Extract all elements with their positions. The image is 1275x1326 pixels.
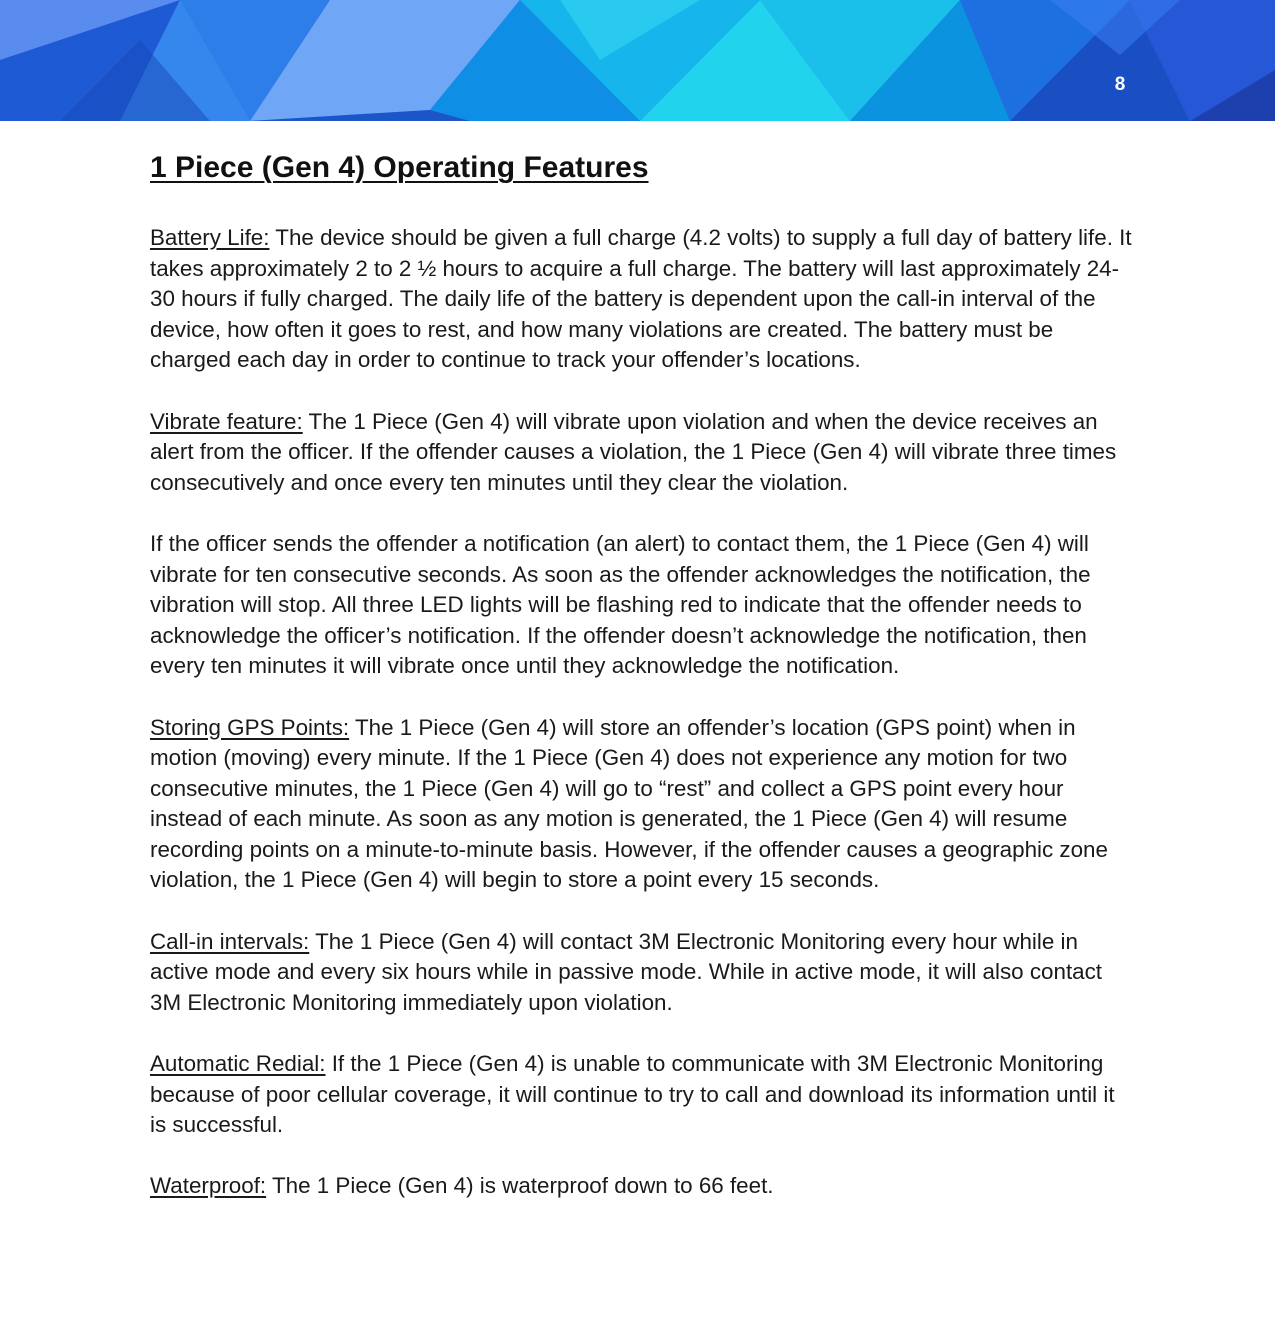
page-number: 8 (1114, 74, 1126, 95)
battery-life-label: Battery Life: (150, 225, 270, 250)
vibrate-feature-label: Vibrate feature: (150, 408, 303, 434)
call-in-label: Call-in intervals: (150, 928, 310, 954)
vibrate-feature-text: The 1 Piece (Gen 4) will vibrate upon violation and when the device receives an alert from the officer. If the offender causes a violation, the 1 Piece (Gen 4) will vibrate three times consecutively and once every ten minutes until they clear the violation. (150, 408, 1117, 495)
page-title: 1 Piece (Gen 4) Operating Features (150, 151, 649, 184)
officer-notification-paragraph: If the officer sends the offender a notification (an alert) to contact them, the 1 Piece (Gen 4) will vibrate for ten consecutive seconds. As soon as the offender acknowledges the notification, the vibration will stop. All three LED lights will be flashing red to indicate that the offender needs to acknowledge the officer’s notification. If the offender doesn’t acknowledge the notification, then every ten minutes it will vibrate once until they acknowledge the notification. (150, 530, 1091, 679)
waterproof-section (150, 1171, 1135, 1202)
auto-redial-label: Automatic Redial: (150, 1051, 326, 1077)
waterproof-text: The 1 Piece (Gen 4) is waterproof down to 66 feet. (266, 1173, 774, 1199)
auto-redial-text: If the 1 Piece (Gen 4) is unable to communicate with 3M Electronic Monitoring because of poor cellular coverage, it will continue to try to call and download its information until it is successful. (150, 1051, 1115, 1138)
auto-redial-section (150, 1049, 1135, 1141)
battery-life-text: The device should be given a full charge (4.2 volts) to supply a full day of battery life. It takes approximately 2 to 2 ½ hours to acquire a full charge. The battery will last approximately 24-30 hours if fully charged. The daily life of the battery is dependent upon the call-in interval of the device, how often it goes to rest, and how many violations are created. The battery must be charged each day in order to continue to track your offender’s locations. (150, 225, 1132, 373)
header-banner (0, 0, 1275, 121)
banner-pattern (0, 0, 1275, 121)
storing-gps-text: The 1 Piece (Gen 4) will store an offender’s location (GPS point) when in motion (moving) every minute. If the 1 Piece (Gen 4) does not experience any motion for two consecutive minutes, the 1 Piece (Gen 4) will go to “rest” and collect a GPS point every hour instead of each minute. As soon as any motion is generated, the 1 Piece (Gen 4) will resume recording points on a minute-to-minute basis. However, if the offender causes a geographic zone violation, the 1 Piece (Gen 4) will begin to store a point every 15 seconds. (150, 714, 1108, 893)
call-in-text: The 1 Piece (Gen 4) will contact 3M Electronic Monitoring every hour while in active mode and every six hours while in passive mode. While in active mode, it will also contact 3M Electronic Monitoring immediately upon violation. (150, 928, 1103, 1015)
document-body (150, 150, 1135, 1202)
call-in-section (150, 927, 1135, 1019)
waterproof-label: Waterproof: (150, 1173, 267, 1199)
storing-gps-section (150, 713, 1135, 897)
storing-gps-label: Storing GPS Points: (150, 714, 350, 740)
vibrate-feature-section (150, 407, 1135, 499)
battery-life-section (150, 223, 1135, 376)
